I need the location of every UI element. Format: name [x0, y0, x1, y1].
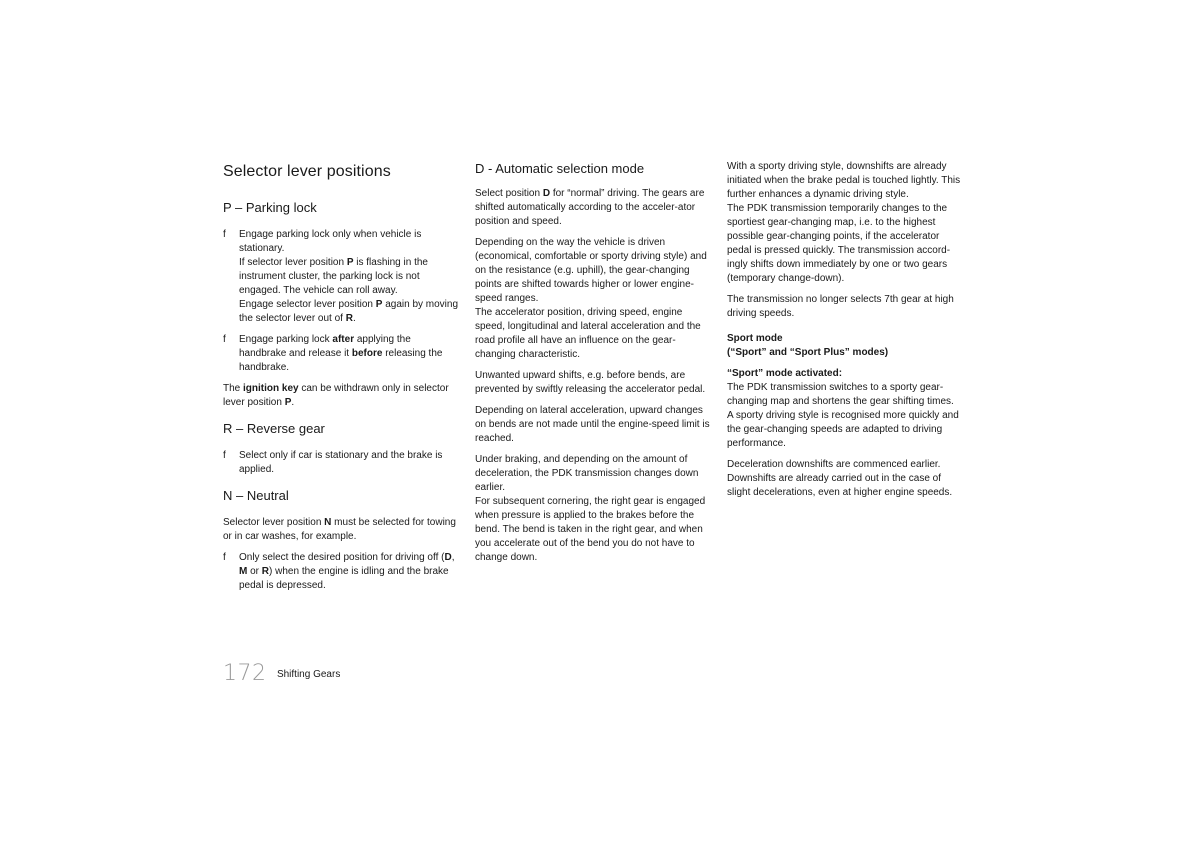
list-item: [223, 333, 459, 375]
bullet-marker: f: [223, 552, 226, 563]
column-left: [223, 160, 459, 600]
paragraph: The PDK transmission switches to a sporty gear-changing map and shortens the gear shifting times.: [727, 382, 954, 407]
bullet-marker: f: [223, 229, 226, 240]
column-middle: [475, 160, 711, 572]
page-footer: [223, 661, 340, 686]
bullet-text: Only select the desired position for driving off (D, M or R) when the engine is idling and the brake pedal is depressed.: [239, 552, 455, 591]
bullet-marker: f: [223, 450, 226, 461]
heading-reverse-gear: R – Reverse gear: [223, 421, 325, 436]
paragraph: The transmission no longer selects 7th gear at high driving speeds.: [727, 294, 954, 319]
paragraph: Depending on the way the vehicle is driven (economical, comfortable or sporty driving style) and on the resistance (e.g. uphill), the gear-changing points are shifted towards higher or lower engine-speed ranges.: [475, 237, 707, 304]
paragraph: The PDK transmission temporarily changes to the sportiest gear-changing map, i.e. to the highest possible gear-changing points, if the accelerator pedal is pressed quickly. The transmission accord-ingly shifts down immediately by one or two gears (temporary change-down).: [727, 203, 951, 284]
page-title: Selector lever positions: [223, 163, 391, 180]
bullet-marker: f: [223, 334, 226, 345]
sport-mode-subheading: (“Sport” and “Sport Plus” modes): [727, 347, 889, 358]
column-right: [727, 160, 963, 507]
paragraph: Select position D for “normal” driving. The gears are shifted automatically according to the acceler-ator position and speed.: [475, 188, 705, 227]
paragraph: With a sporty driving style, downshifts are already initiated when the brake pedal is touched lightly. This further enhances a dynamic driving style.: [727, 161, 961, 200]
sport-mode-heading: Sport mode: [727, 333, 783, 344]
paragraph: Unwanted upward shifts, e.g. before bends, are prevented by swiftly releasing the accelerator pedal.: [475, 370, 706, 395]
page-number: 172: [223, 661, 267, 686]
bullet-text: Engage selector lever position P again by moving the selector lever out of R.: [239, 299, 459, 324]
bullet-text: If selector lever position P is flashing in the instrument cluster, the parking lock is not engaged. The vehicle can roll away.: [239, 257, 428, 296]
neutral-text: Selector lever position N must be selected for towing or in car washes, for example.: [223, 517, 456, 542]
paragraph: Deceleration downshifts are commenced earlier. Downshifts are already carried out in the case of slight decelerations, even at higher engine speeds.: [727, 459, 953, 498]
bullet-text: Engage parking lock only when vehicle is stationary.: [239, 229, 422, 254]
ignition-key-note: The ignition key can be withdrawn only in selector lever position P.: [223, 383, 449, 408]
heading-neutral: N – Neutral: [223, 488, 289, 503]
list-item: [223, 551, 459, 593]
paragraph: Under braking, and depending on the amount of deceleration, the PDK transmission changes down earlier.: [475, 454, 699, 493]
paragraph: Depending on lateral acceleration, upward changes on bends are not made until the engine-speed limit is reached.: [475, 405, 710, 444]
list-item: [223, 228, 459, 326]
heading-automatic-mode: D - Automatic selection mode: [475, 161, 645, 176]
heading-parking-lock: P – Parking lock: [223, 200, 317, 215]
section-name: Shifting Gears: [276, 669, 341, 680]
paragraph: For subsequent cornering, the right gear is engaged when pressure is applied to the brakes before the bend. The bend is taken in the right gear, and when you accelerate out of the bend you do not have to change down.: [475, 496, 706, 563]
bullet-text: Select only if car is stationary and the brake is applied.: [239, 450, 443, 475]
bullet-text: Engage parking lock after applying the handbrake and release it before releasing the handbrake.: [239, 334, 443, 373]
paragraph: The accelerator position, driving speed, engine speed, longitudinal and lateral acceleration and the road profile all have an influence on the gear-changing characteristic.: [475, 307, 701, 360]
paragraph: A sporty driving style is recognised more quickly and the gear-changing speeds are adapted to driving performance.: [727, 410, 959, 449]
sport-mode-activated: “Sport” mode activated:: [727, 368, 843, 379]
list-item: [223, 449, 459, 477]
